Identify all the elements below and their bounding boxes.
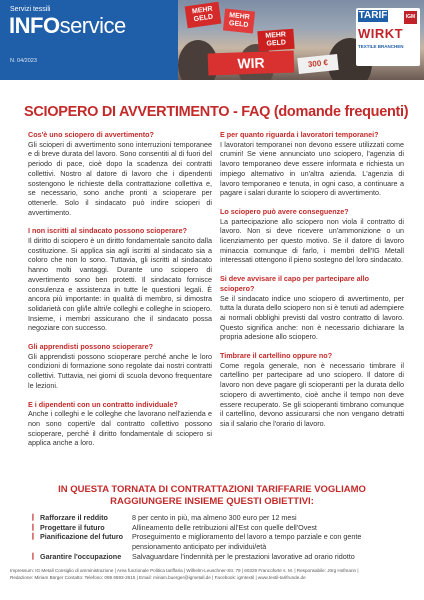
- objectives-heading-line: RAGGIUNGERE INSIEME QUESTI OBIETTIVI:: [110, 495, 314, 507]
- faq-item: [220, 207, 404, 265]
- faq-answer: Se il sindacato indice uno sciopero di avvertimento, per tutta la durata dello sciopero non si è tenuti ad adempiere ai normali obblighi previsti dal vostro contratto di lavoro. Questo significa anche: non è necessario dichiarare la propria adesione allo sciopero.: [220, 293, 404, 342]
- objectives-box: [0, 483, 424, 561]
- faq-item: [28, 226, 212, 333]
- faq-answer: Il diritto di sciopero è un diritto fondamentale sancito dalla costituzione. Si applica sia agli iscritti al sindacato sia a coloro che non lo sono. Tuttavia, gli iscritti al sindacato hanno molti vantaggi. Durante uno sciopero di avvertimento sono ben protetti. Il sindacato fornisce consulenza e assistenza in tutte le questioni legali. È ancora più importante: in qualità di membro, si dimostra solidarietà con gli/le altri/e colleghi e colleghe in sciopero. Insieme, i membri assicurano che il sindacato possa negoziare con successo.: [28, 236, 212, 333]
- protest-sign: MEHR GELD: [257, 29, 294, 51]
- faq-question: Gli apprendisti possono scioperare?: [28, 342, 154, 352]
- faq-question: E i dipendenti con un contratto individuale?: [28, 399, 178, 409]
- faq-question: E per quanto riguarda i lavoratori temporanei?: [220, 130, 379, 139]
- imprint-line: Redazione: Miriam Bürger Contatto: Telefono: 069 6693-2615 | Email: miriam.buerger@igmetall.de | Facebook: igmtextil | www.textil-tarifrunde.de: [10, 575, 306, 580]
- protest-sign: MEHR GELD: [185, 2, 222, 29]
- page-title: SCIOPERO DI AVVERTIMENTO - FAQ (domande frequenti): [24, 104, 409, 120]
- tarif-wirkt-logo: [356, 8, 420, 66]
- ig-metall-icon: IGM: [404, 11, 417, 24]
- logo-wirkt: WIRKT: [358, 26, 404, 41]
- imprint-footer: [10, 567, 414, 581]
- faq-question: Cos'è uno sciopero di avvertimento?: [28, 130, 154, 139]
- faq-column-right: [220, 130, 404, 438]
- bullet-icon: ❙: [30, 533, 36, 541]
- objective-item: [30, 513, 410, 523]
- faq-question: Lo sciopero può avere conseguenze?: [220, 206, 349, 216]
- objective-text: Allineamento delle retribuzioni all'Est con quelle dell'Ovest: [132, 522, 317, 532]
- brand-bold: INFO: [9, 13, 60, 38]
- objective-text: 8 per cento in più, ma almeno 300 euro per 12 mesi: [132, 513, 297, 522]
- objective-item: [30, 552, 410, 562]
- objective-item: [30, 523, 410, 533]
- faq-answer: I lavoratori temporanei non devono essere utilizzati come crumiri! Se viene annunciato uno sciopero, l'agenzia di lavoro temporaneo deve essere informata e richiesta un impiego alternativo in un'altra azienda. L'agenzia di lavoro temporaneo e tenuta, in ogni caso, a continuare a pagare i salari durante lo sciopero di avvertimento.: [220, 139, 404, 198]
- faq-question: Timbrare il cartellino oppure no?: [220, 351, 333, 361]
- faq-answer: Gli scioperi di avvertimento sono interruzioni temporanee e di breve durata del lavoro. Sono consentiti al di fuori del periodo di pace, cioè dopo la scadenza dei contratti collettivi. Nostro al datore di lavoro che i dipendenti sostengono le richieste della contrattazione collettiva e, se necessario, sono anche pronti a scioperare per ottenerle. Solo il sindacato può indire scioperi di avvertimento.: [28, 139, 212, 217]
- bullet-icon: ❙: [30, 552, 36, 560]
- header-banner: [0, 0, 424, 80]
- bullet-icon: ❙: [30, 514, 36, 521]
- objective-text: Salvaguardare l'indennità per le prestazioni lavorative ad orario ridotto: [132, 551, 355, 561]
- objectives-heading-line: IN QUESTA TORNATA DI CONTRATTAZIONI TARIFFARIE VOGLIAMO: [58, 484, 366, 495]
- objective-label: Rafforzare il reddito: [40, 513, 108, 522]
- objective-label: Progettare il futuro: [40, 522, 105, 532]
- issue-number: N. 04/2023: [10, 58, 37, 64]
- brand-wordmark: [9, 13, 126, 39]
- faq-question: Si deve avvisare il capo per partecipare allo sciopero?: [220, 274, 370, 293]
- objective-text: Proseguimento e miglioramento del lavoro a tempo parziale e con gente pensionamento anticipato per individui/età: [132, 532, 362, 552]
- faq-answer: Gli apprendisti possono scioperare perché anche le loro condizioni di formazione sono regolate dai nostri contratti collettivi. Tuttavia, nei giorni di scuola devono frequentare le lezioni.: [28, 351, 212, 390]
- faq-answer: Come regola generale, non è necessario timbrare il cartellino per partecipare ad uno sciopero. Il datore di lavoro non deve pagare gli scioperanti per la durata dello sciopero di avvertimento, cioè anche il tempo non deve essere recuperato. Se gli scioperanti timbrano comunque il cartellino, devono assicurarsi che non vengano detratti sia il salario che l'orario di lavoro.: [220, 360, 404, 428]
- faq-item: [220, 351, 404, 429]
- logo-subtitle: TEXTILE BRANCHEN: [358, 44, 404, 49]
- objectives-heading: [0, 483, 424, 507]
- faq-question: I non iscritti al sindacato possono scioperare?: [28, 226, 187, 236]
- logo-tarif: TARIF: [358, 10, 388, 21]
- series-label: Servizi tessili: [10, 6, 51, 13]
- objectives-list: [30, 513, 410, 562]
- protest-banner: WIR: [208, 51, 295, 76]
- faq-answer: La partecipazione allo sciopero non viola il contratto di lavoro. Non si deve ricevere un'ammonizione o un licenziamento per questo motivo. Se il datore di lavoro minaccia comunque di farlo, i membri dell'IG Metall interessati ottengono il pieno sostegno del loro sindacato.: [220, 216, 404, 265]
- faq-item: [28, 400, 212, 449]
- faq-answer: Anche i colleghi e le colleghe che lavorano nell'azienda e non sono coperti/e dal contratto collettivo possono scioperare, perché il diritto fondamentale di sciopero si applica anche a loro.: [28, 409, 212, 448]
- protest-sign-amount: 300 €: [297, 54, 338, 74]
- objective-label: Garantire l'occupazione: [40, 551, 122, 561]
- brand-light: service: [59, 13, 126, 38]
- objective-item: [30, 532, 410, 551]
- objective-label: Pianificazione del futuro: [40, 532, 124, 542]
- faq-item: [28, 130, 212, 217]
- bullet-icon: ❙: [30, 523, 36, 531]
- protest-sign: MEHR GELD: [223, 8, 255, 33]
- faq-item: [220, 130, 404, 198]
- faq-item: [220, 274, 404, 342]
- faq-column-left: [28, 130, 212, 457]
- faq-item: [28, 342, 212, 391]
- imprint-line: Impressum: IG Metall Consiglio di amministrazione | Area funzionale Politica tariffaria | Wilhelm-Leuschner-Str. 79 | 60329 Francoforte s. M. | Responsabile: Jörg Hofmann |: [10, 568, 359, 573]
